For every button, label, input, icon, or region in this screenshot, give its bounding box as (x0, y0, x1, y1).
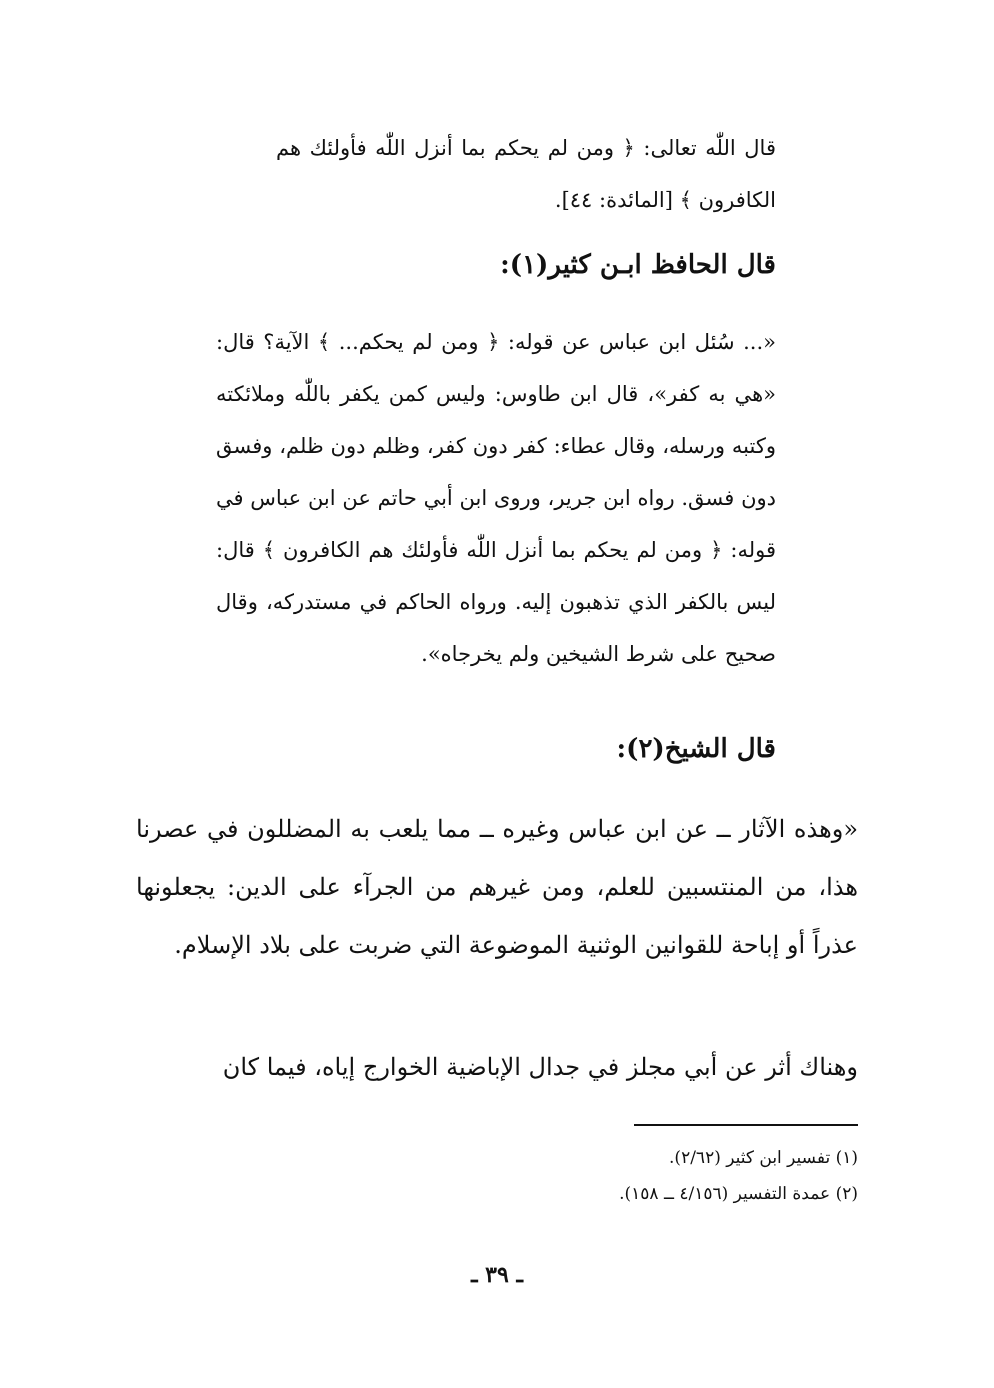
ibn-kathir-quote: «... سُئل ابن عباس عن قوله: ﴿ ومن لم يحكم... ﴾ الآية؟ قال: «هي به كفر»، قال ابن طاوس: وليس كمن يكفر باللّٰه وملائكته وكتبه ورسله، وقال عطاء: كفر دون كفر، وظلم دون ظلم، وفسق دون فسق. رواه ابن جرير، وروى ابن أبي حاتم عن ابن عباس في قوله: ﴿ ومن لم يحكم بما أنزل اللّٰه فأولئك هم الكافرون ﴾ قال: ليس بالكفر الذي تذهبون إليه. ورواه الحاكم في مستدركه، وقال صحيح على شرط الشيخين ولم يخرجاه». (216, 330, 776, 666)
section-heading-sheikh: قال الشيخ(٢): (616, 734, 776, 764)
section-heading-ibn-kathir: قال الحافظ ابـن كثير(١): (500, 250, 776, 280)
body-paragraph-1: «وهذه الآثار ــ عن ابن عباس وغيره ــ مما يلعب به المضللون في عصرنا هذا، من المنتسبين للعلم، ومن غيرهم من الجرآء على الدين: يجعلونها عذراً أو إباحة للقوانين الوثنية الموضوعة التي ضربت على بلاد الإسلام. (136, 815, 858, 959)
page-number: ـ ٣٩ ـ (471, 1262, 523, 1288)
body-paragraph-2: وهناك أثر عن أبي مجلز في جدال الإباضية الخوارج إياه، فيما كان (222, 1053, 858, 1081)
footnote-1: (١) تفسير ابن كثير (٢/٦٢). (669, 1148, 858, 1168)
footnote-separator (634, 1124, 858, 1126)
footnote-2: (٢) عمدة التفسير (٤/١٥٦ ــ ١٥٨). (619, 1184, 858, 1204)
quran-verse: قال اللّٰه تعالى: ﴿ ومن لم يحكم بما أنزل اللّٰه فأولئك هم الكافرون ﴾ [المائدة: ٤٤]. (276, 136, 776, 212)
